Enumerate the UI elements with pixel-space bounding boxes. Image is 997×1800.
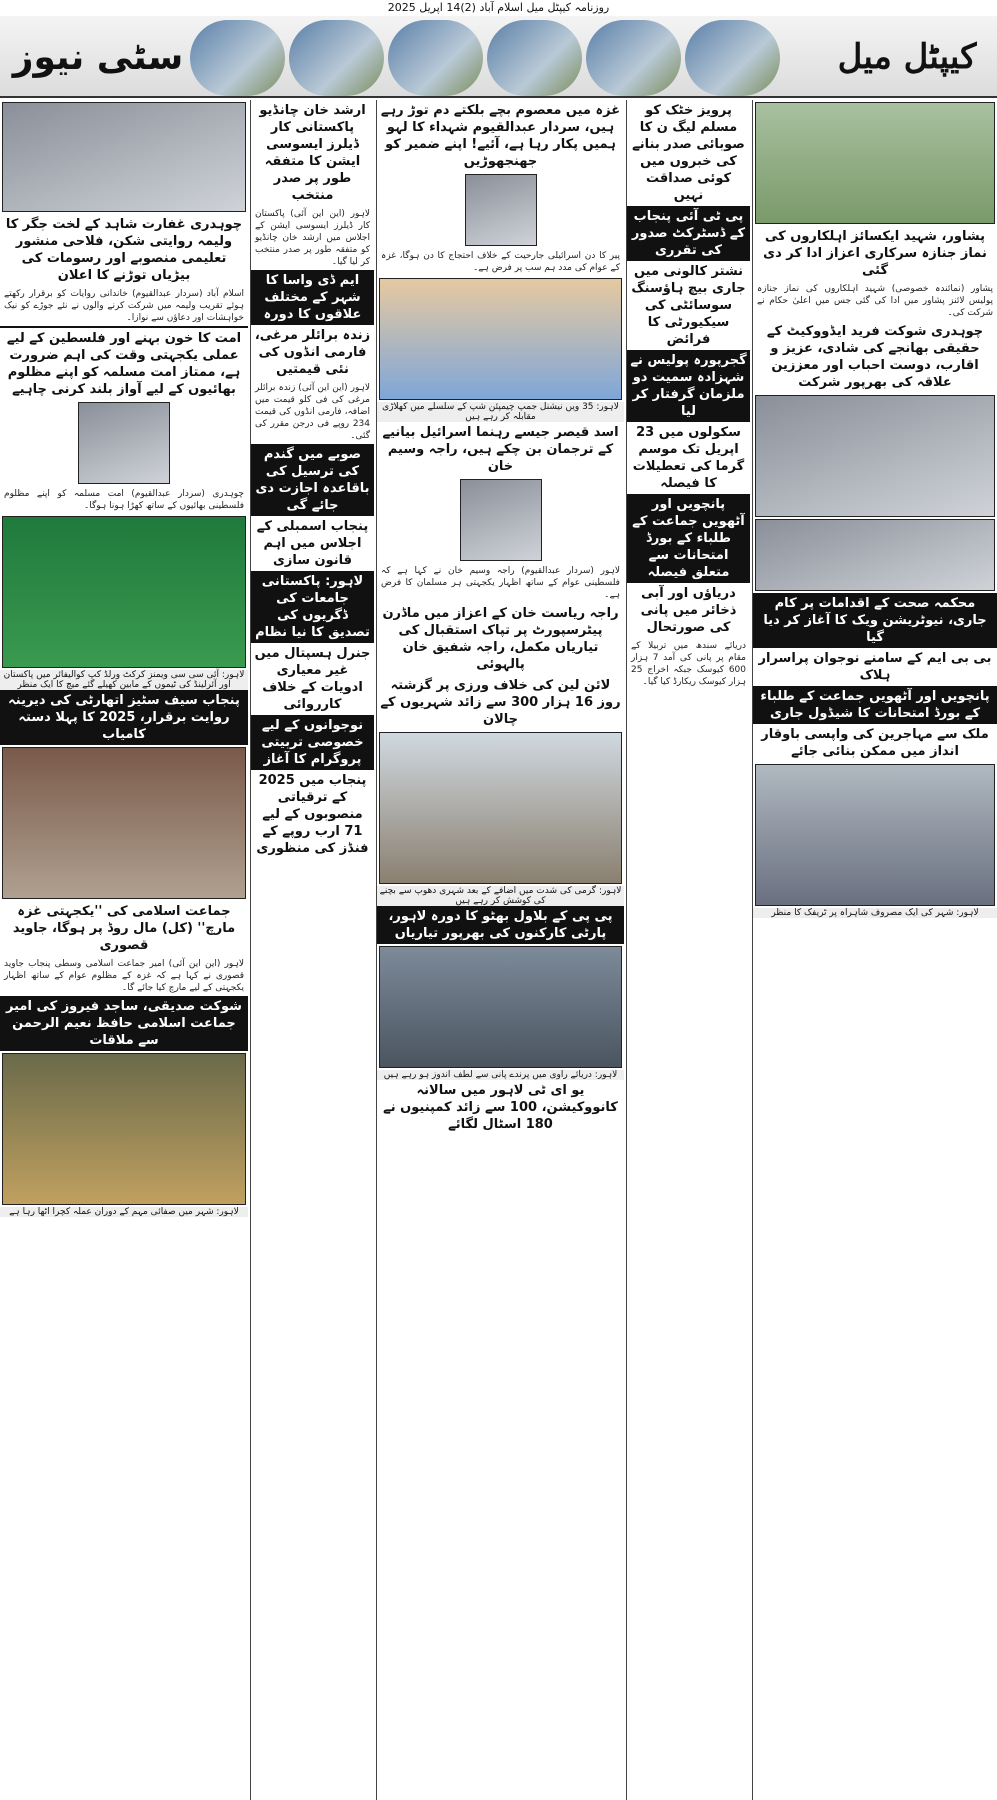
river-photo: [379, 946, 622, 1068]
article-body: لاہور (این این آئی) پاکستان کار ڈیلرز ایسوسی ایشن کے اجلاس میں ارشد خان چانڈیو کو متفقہ طور پر صدر منتخب کر لیا گیا۔: [255, 209, 370, 267]
headline: زندہ برائلر مرغی، فارمی انڈوں کی نئی قیمتیں: [254, 328, 371, 377]
headline: پنجاب سیف سٹیز اتھارٹی کی دیرینہ روایت برقرار، 2025 کا پہلا دستہ کامیاب: [0, 690, 248, 745]
wedding-photo: [755, 395, 995, 517]
headline: ارشد خان چانڈیو پاکستانی کار ڈیلرز ایسوسی ایشن کا متفقہ طور پر صدر منتخب: [259, 103, 366, 203]
headline: نشتر کالونی میں جاری بیچ ہاؤسنگ سوسائٹی کی سیکیورٹی کا فرائض: [631, 264, 746, 347]
article-body: پشاور (نمائندہ خصوصی) شہید اہلکاروں کی نماز جنازہ پولیس لائنز پشاور میں ادا کی گئی جس میں اعلیٰ حکام نے شرکت کی۔: [757, 284, 993, 318]
landmark-photo: [190, 20, 285, 96]
headline: پی ٹی آئی پنجاب کے ڈسٹرکٹ صدور کی تقرری: [627, 206, 750, 261]
section-title: سٹی نیوز: [12, 37, 184, 78]
headline: لاہور: پاکستانی جامعات کی ڈگریوں کی تصدیق کا نیا نظام: [251, 571, 374, 643]
headline: پی پی کے بلاول بھٹو کا دورہ لاہور، پارٹی کارکنوں کی بھرپور تیاریاں: [377, 906, 624, 944]
news-photo: [2, 747, 246, 899]
article-body: لاہور (این این آئی) امیر جماعت اسلامی وسطی پنجاب جاوید قصوری نے کہا ہے کہ غزہ کے مظلوم عوام کے ساتھ اظہار یکجہتی کے لیے مارچ کیا جائے گا۔: [4, 959, 244, 993]
headline: صوبے میں گندم کی ترسیل کی باقاعدہ اجازت دی جائے گی: [251, 444, 374, 516]
photo-caption: لاہور: دریائے راوی میں پرندے پانی سے لطف اندوز ہو رہے ہیں: [377, 1070, 624, 1080]
column-1: [0, 100, 248, 1800]
article-body: اسلام آباد (سردار عبدالقیوم) خاندانی روایات کو برقرار رکھتے ہوئے تقریب ولیمہ میں شرکت کرنے والوں نے نئے جوڑے کو نیک خواہشات اور دعاؤں سے نوازا۔: [4, 289, 244, 323]
headline: پانچویں اور آٹھویں جماعت کے طلباء کے بورڈ امتحانات کا شیڈول جاری: [753, 686, 997, 724]
headline: یو ای ٹی لاہور میں سالانہ کانووکیشن، 100 سے زائد کمپنیوں نے 180 اسٹال لگائے: [383, 1083, 618, 1132]
headline: اسد قیصر جیسے رہنما اسرائیل بیانیے کے ترجمان بن چکے ہیں، راجہ وسیم خان: [382, 425, 619, 474]
headline: پشاور، شہید ایکسائز اہلکاروں کی نماز جنازہ سرکاری اعزاز ادا کر دی گئی: [763, 229, 987, 278]
headline: پنجاب میں 2025 کے ترقیاتی منصوبوں کے لیے 71 ارب روپے کے فنڈز کی منظوری: [256, 773, 369, 856]
headline: محکمہ صحت کے اقدامات پر کام جاری، نیوٹریشن ویک کا آغاز کر دیا گیا: [753, 593, 997, 648]
news-photo: [2, 102, 246, 212]
headline: پرویز خٹک کو مسلم لیگ ن کا صوبائی صدر بنانے کی خبروں میں کوئی صداقت نہیں: [632, 103, 745, 203]
headline: شوکت صدیقی، ساجد فیروز کی امیر جماعت اسلامی حافظ نعیم الرحمن سے ملاقات: [0, 996, 248, 1051]
landmark-photo: [388, 20, 483, 96]
headline: غزہ میں معصوم بچے بلکتے دم توڑ رہے ہیں، سردار عبدالقیوم شہداء کا لہو ہمیں پکار رہا ہے، آئیے! اپنے ضمیر کو جھنجھوڑیں: [380, 103, 621, 169]
portrait-photo: [78, 402, 170, 484]
street-photo: [755, 764, 995, 906]
photo-caption: لاہور: شہر میں صفائی مہم کے دوران عملہ کچرا اٹھا رہا ہے: [0, 1207, 248, 1217]
column-4: [626, 100, 750, 1800]
news-photo: [2, 1053, 246, 1205]
portrait-photo: [465, 174, 537, 246]
column-3: [376, 100, 624, 1800]
headline: پانچویں اور آٹھویں جماعت کے طلباء کے بورڈ امتحانات سے متعلق فیصلہ: [627, 494, 750, 583]
headline: ایم ڈی واسا کا شہر کے مختلف علاقوں کا دورہ: [251, 270, 374, 325]
headline: نوجوانوں کے لیے خصوصی تربیتی پروگرام کا آغاز: [251, 715, 374, 770]
article-body: چوہدری (سردار عبدالقیوم) امت مسلمہ کو اپنے مظلوم فلسطینی بھائیوں کے ساتھ کھڑا ہونا ہوگا۔: [4, 489, 244, 511]
landmark-photo: [289, 20, 384, 96]
article-body: دریائے سندھ میں تربیلا کے مقام پر پانی کی آمد 7 ہزار 600 کیوسک جبکہ اخراج 25 ہزار کیوسک ریکارڈ کیا گیا۔: [631, 641, 746, 687]
cricket-photo: [2, 516, 246, 668]
landmark-photo: [487, 20, 582, 96]
photo-caption: لاہور: 35 ویں نیشنل جمپ چیمپئن شپ کے سلسلے میں کھلاڑی مقابلہ کر رہے ہیں: [377, 402, 624, 422]
landmark-photo: [586, 20, 681, 96]
sports-photo: [379, 278, 622, 400]
dateline: روزنامہ کیپٹل میل اسلام آباد (2)14 اپریل 2025: [387, 1, 610, 14]
funeral-photo: [755, 102, 995, 224]
headline: راجہ ریاست خان کے اعزاز میں ماڈرن پیٹرسپورٹ پر تپاک استقبال کی تیاریاں مکمل، راجہ شفیق خان پالہوئی: [382, 606, 619, 672]
headline: چوہدری شوکت فرید ایڈووکیٹ کے حقیقی بھانجے کی شادی، عزیز و اقارب، دوست احباب اور معززین علاقہ کی بھرپور شرکت: [766, 324, 984, 390]
headline: جماعت اسلامی کی ''یکجہتی غزہ مارچ'' (کل) مال روڈ پر ہوگا، جاوید قصوری: [12, 904, 236, 953]
headline: جنرل ہسپتال میں غیر معیاری ادویات کے خلاف کارروائی: [254, 646, 371, 712]
headline: دریاؤں اور آبی ذخائر میں پانی کی صورتحال: [640, 586, 737, 635]
photo-caption: لاہور: آئی سی سی ویمنز کرکٹ ورلڈ کپ کوالیفائر میں پاکستان اور آئرلینڈ کی ٹیموں کے مابین کھیلے گئے میچ کا ایک منظر: [0, 670, 248, 690]
headline: گجرپورہ پولیس نے شہزادہ سمیت دو ملزمان گرفتار کر لیا: [627, 350, 750, 422]
headline: لائن لین کی خلاف ورزی پر گزشتہ روز 16 ہزار 300 سے زائد شہریوں کے چالان: [380, 678, 621, 727]
news-photo: [755, 519, 995, 591]
column-5: [752, 100, 997, 1800]
headline: ملک سے مہاجرین کی واپسی باوقار انداز میں ممکن بنائی جائے: [761, 727, 989, 759]
photo-caption: لاہور: شہر کی ایک مصروف شاہراہ پر ٹریفک کا منظر: [753, 908, 997, 918]
article-body: پیر کا دن اسرائیلی جارحیت کے خلاف احتجاج کا دن ہوگا، غزہ کے عوام کی مدد ہم سب پر فرض ہے۔: [381, 251, 620, 273]
headline: پنجاب اسمبلی کے اجلاس میں اہم قانون سازی: [256, 519, 369, 568]
headline: چوہدری غفارت شاہد کے لخت جگر کا ولیمہ روایتی شکن، فلاحی منشور تعلیمی منصوبے اور رسومات کی بیڑیاں توڑنے کا اعلان: [5, 217, 243, 283]
news-photo: [379, 732, 622, 884]
headline: سکولوں میں 23 اپریل تک موسم گرما کی تعطیلات کا فیصلہ: [632, 425, 745, 491]
column-2: [250, 100, 374, 1800]
headline: بی بی ایم کے سامنے نوجوان پراسرار ہلاک: [758, 651, 992, 683]
masthead-photo-strip: [190, 20, 780, 96]
landmark-photo: [685, 20, 780, 96]
article-body: لاہور (سردار عبدالقیوم) راجہ وسیم خان نے کہا ہے کہ فلسطینی عوام کے ساتھ اظہار یکجہتی ہر مسلمان کا فرض ہے۔: [381, 566, 620, 600]
portrait-photo: [460, 479, 542, 561]
headline: امت کا خون بہنے اور فلسطین کے لیے عملی یکجہتی وقت کی اہم ضرورت ہے، ممتاز امت مسلمہ کو اپنے مظلوم بھائیوں کے لیے آواز بلند کرنی چاہیے: [6, 331, 242, 397]
photo-caption: لاہور: گرمی کی شدت میں اضافے کے بعد شہری دھوپ سے بچنے کی کوشش کر رہے ہیں: [377, 886, 624, 906]
newspaper-logo: کیپٹل میل: [837, 37, 977, 77]
article-body: لاہور (این این آئی) زندہ برائلر مرغی کی فی کلو قیمت میں اضافہ، فارمی انڈوں کی قیمت 234 روپے فی درجن مقرر کی گئی۔: [255, 383, 370, 441]
